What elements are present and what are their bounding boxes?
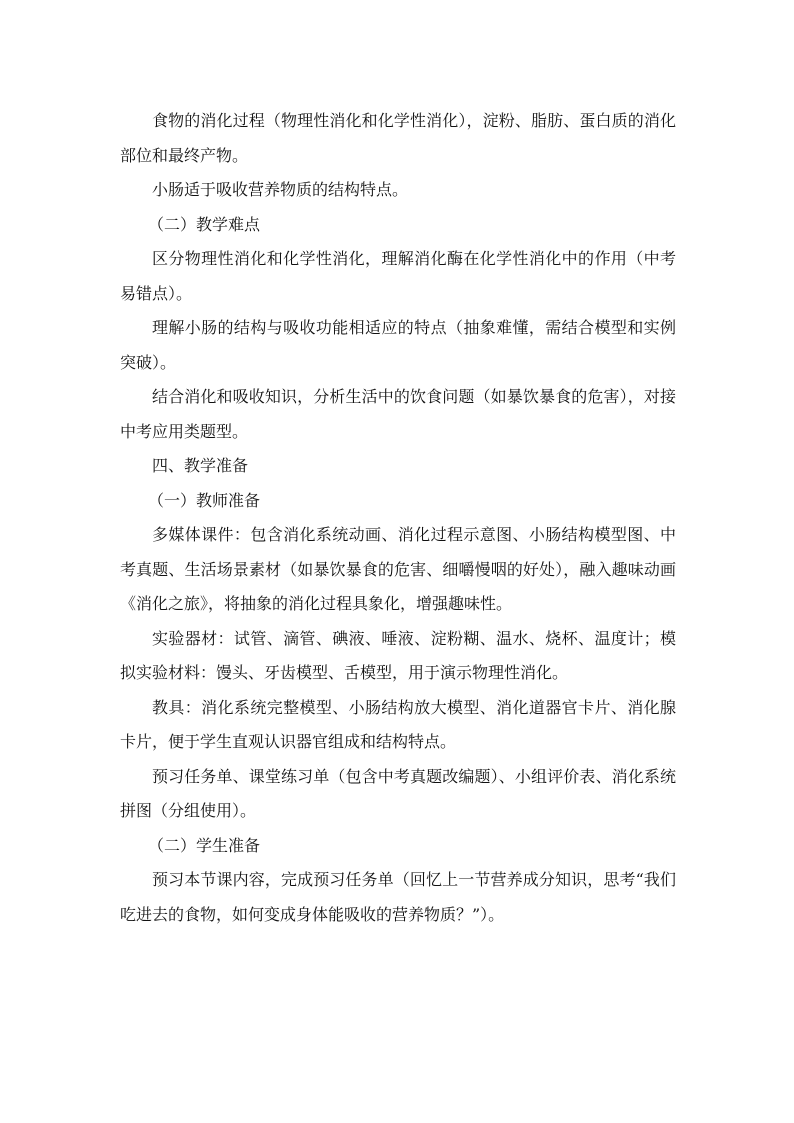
heading-teaching-difficulties: （二）教学难点 [148,214,261,234]
heading-teacher-preparation: （一）教师准备 [148,490,261,510]
heading-teaching-preparation: 四、教学准备 [152,456,249,475]
heading-student-preparation: （二）学生准备 [148,835,261,855]
paragraph-difficulty-1: 区分物理性消化和化学性消化，理解消化酶在化学性消化中的作用（中考易错点）。 [120,249,676,303]
paragraph-difficulty-3: 结合消化和吸收知识，分析生活中的饮食问题（如暴饮暴食的危害），对接中考应用类题型。 [120,387,676,441]
paragraph-preview-task: 预习本节课内容，完成预习任务单（回忆上一节营养成分知识，思考“我们吃进去的食物，如何变成身体能吸收的营养物质？”）。 [120,870,676,924]
paragraph-small-intestine-structure: 小肠适于吸收营养物质的结构特点。 [152,180,409,199]
paragraph-worksheets: 预习任务单、课堂练习单（包含中考真题改编题）、小组评价表、消化系统拼图（分组使用）。 [120,766,676,820]
paragraph-teaching-aids: 教具：消化系统完整模型、小肠结构放大模型、消化道器官卡片、消化腺卡片，便于学生直观认识器官组成和结构特点。 [120,697,676,751]
paragraph-experiment-materials: 实验器材：试管、滴管、碘液、唾液、淀粉糊、温水、烧杯、温度计；模拟实验材料：馒头、牙齿模型、舌模型，用于演示物理性消化。 [120,628,676,682]
paragraph-digestion-process: 食物的消化过程（物理性消化和化学性消化），淀粉、脂肪、蛋白质的消化部位和最终产物。 [120,111,676,165]
paragraph-difficulty-2: 理解小肠的结构与吸收功能相适应的特点（抽象难懂，需结合模型和实例突破）。 [120,318,676,372]
paragraph-multimedia: 多媒体课件：包含消化系统动画、消化过程示意图、小肠结构模型图、中考真题、生活场景素材（如暴饮暴食的危害、细嚼慢咽的好处），融入趣味动画《消化之旅》，将抽象的消化过程具象化，增强趣味性。 [120,525,676,613]
document-page [120,104,676,932]
